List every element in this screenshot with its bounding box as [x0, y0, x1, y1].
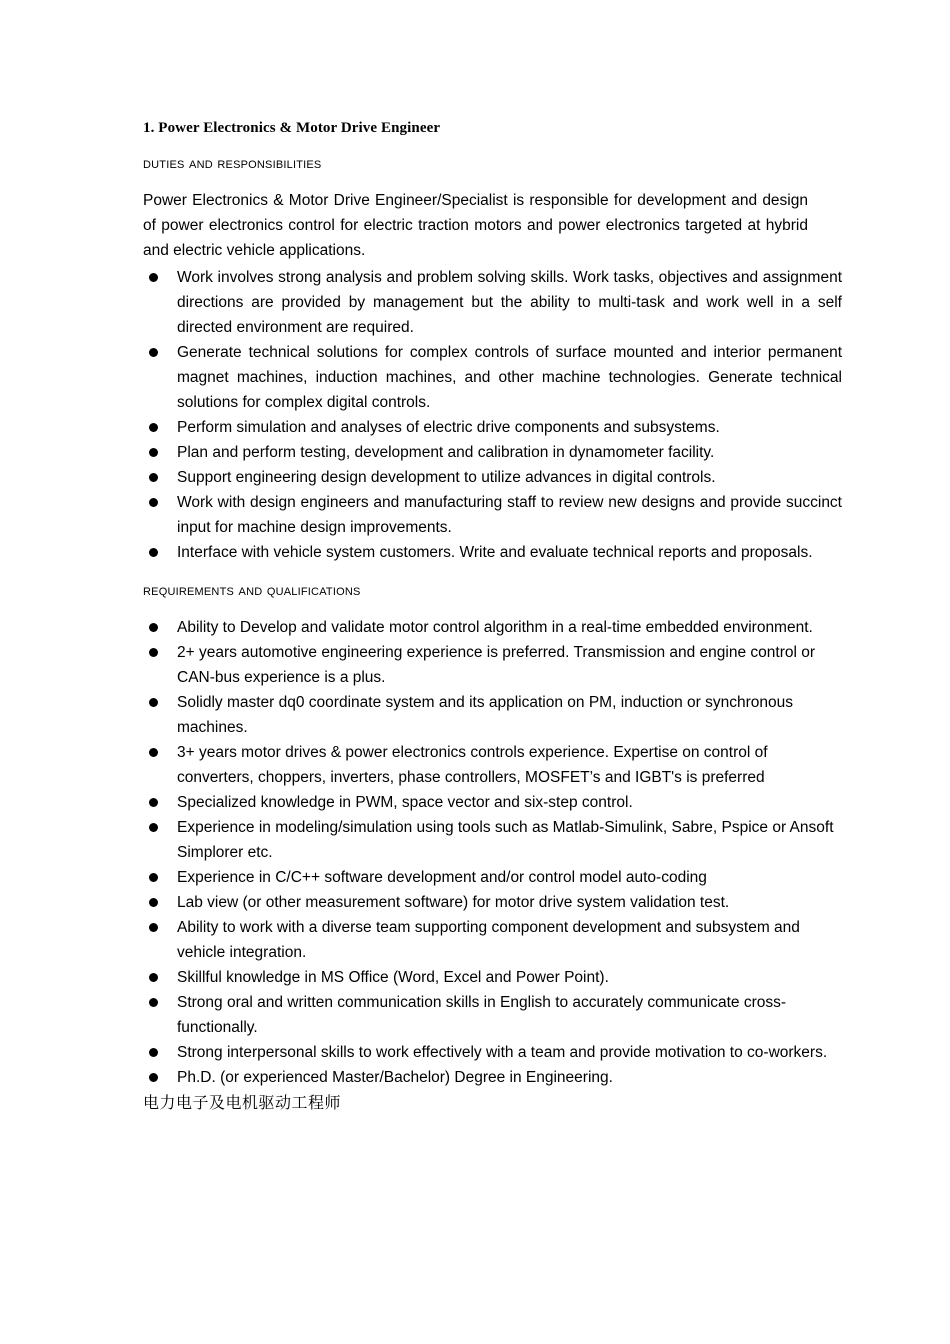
section-heading-duties: duties and responsibilities	[143, 155, 322, 172]
list-item-text: Skillful knowledge in MS Office (Word, Excel and Power Point).	[177, 969, 609, 986]
list-item-text: Experience in C/C++ software development and/or control model auto-coding	[177, 869, 707, 886]
list-item	[143, 415, 842, 440]
list-item	[143, 815, 842, 865]
page-title: 1. Power Electronics & Motor Drive Engineer	[143, 120, 441, 136]
bullet-dot-icon	[149, 548, 158, 557]
list-item-text: Specialized knowledge in PWM, space vector and six-step control.	[177, 794, 633, 811]
bullet-dot-icon	[149, 448, 158, 457]
list-item-text: Interface with vehicle system customers. Write and evaluate technical reports and proposals.	[177, 544, 813, 561]
list-item-text: Generate technical solutions for complex controls of surface mounted and interior permanent magnet machines, induction machines, and other machine technologies. Generate technical solutions for complex digital controls.	[177, 344, 842, 411]
bullet-dot-icon	[149, 423, 158, 432]
list-item-text: Work with design engineers and manufacturing staff to review new designs and provide succinct input for machine design improvements.	[177, 494, 842, 536]
list-item	[143, 1065, 842, 1090]
list-item-text: Solidly master dq0 coordinate system and its application on PM, induction or synchronous machines.	[177, 694, 794, 736]
list-item	[143, 890, 842, 915]
bullet-dot-icon	[149, 798, 158, 807]
bullet-dot-icon	[149, 748, 158, 757]
bullet-dot-icon	[149, 1073, 158, 1082]
bullet-dot-icon	[149, 973, 158, 982]
list-item	[143, 440, 842, 465]
list-item-text: Ability to work with a diverse team supporting component development and subsystem and vehicle integration.	[177, 919, 800, 961]
bullet-dot-icon	[149, 648, 158, 657]
list-item	[143, 965, 842, 990]
bullet-dot-icon	[149, 473, 158, 482]
list-item	[143, 790, 842, 815]
list-item-text: Lab view (or other measurement software) for motor drive system validation test.	[177, 894, 730, 911]
list-item-text: Support engineering design development to utilize advances in digital controls.	[177, 469, 716, 486]
bullet-dot-icon	[149, 273, 158, 282]
list-item	[143, 640, 842, 690]
list-item-text: Perform simulation and analyses of electric drive components and subsystems.	[177, 419, 720, 436]
duties-intro-paragraph: Power Electronics & Motor Drive Engineer/Specialist is responsible for development and design of power electronics control for electric traction motors and power electronics targeted at hybrid and electric vehicle applications.	[143, 192, 808, 259]
bullet-dot-icon	[149, 348, 158, 357]
list-item	[143, 540, 842, 565]
list-item-text: Ability to Develop and validate motor control algorithm in a real-time embedded environment.	[177, 619, 813, 636]
list-item	[143, 340, 842, 415]
bullet-dot-icon	[149, 1048, 158, 1057]
bullet-dot-icon	[149, 623, 158, 632]
list-item	[143, 465, 842, 490]
duties-bullet-list	[143, 265, 842, 565]
bullet-dot-icon	[149, 823, 158, 832]
list-item-text: Experience in modeling/simulation using tools such as Matlab-Simulink, Sabre, Pspice or Ansoft Simplorer etc.	[177, 819, 834, 861]
list-item	[143, 740, 842, 790]
list-item-text: 3+ years motor drives & power electronics controls experience. Expertise on control of converters, choppers, inverters, phase controllers, MOSFET’s and IGBT's is preferred	[177, 744, 768, 786]
section-heading-requirements: requirements and qualifications	[143, 582, 361, 599]
list-item-text: Work involves strong analysis and problem solving skills. Work tasks, objectives and assignment directions are provided by management but the ability to multi-task and work well in a self directed environment are required.	[177, 269, 842, 336]
list-item	[143, 915, 842, 965]
list-item-text: Plan and perform testing, development and calibration in dynamometer facility.	[177, 444, 715, 461]
list-item	[143, 865, 842, 890]
list-item	[143, 1040, 842, 1065]
list-item	[143, 490, 842, 540]
list-item	[143, 615, 842, 640]
list-item	[143, 990, 842, 1040]
bullet-dot-icon	[149, 898, 158, 907]
list-item	[143, 265, 842, 340]
list-item-text: 2+ years automotive engineering experience is preferred. Transmission and engine control or CAN-bus experience is a plus.	[177, 644, 816, 686]
list-item-text: Strong oral and written communication skills in English to accurately communicate cross-functionally.	[177, 994, 787, 1036]
bullet-dot-icon	[149, 998, 158, 1007]
translated-title: 电力电子及电机驱动工程师	[143, 1093, 342, 1112]
bullet-dot-icon	[149, 498, 158, 507]
requirements-bullet-list	[143, 615, 834, 1090]
list-item	[143, 690, 842, 740]
list-item-text: Strong interpersonal skills to work effectively with a team and provide motivation to co-workers.	[177, 1044, 828, 1061]
bullet-dot-icon	[149, 873, 158, 882]
list-item-text: Ph.D. (or experienced Master/Bachelor) Degree in Engineering.	[177, 1069, 613, 1086]
bullet-dot-icon	[149, 698, 158, 707]
bullet-dot-icon	[149, 923, 158, 932]
